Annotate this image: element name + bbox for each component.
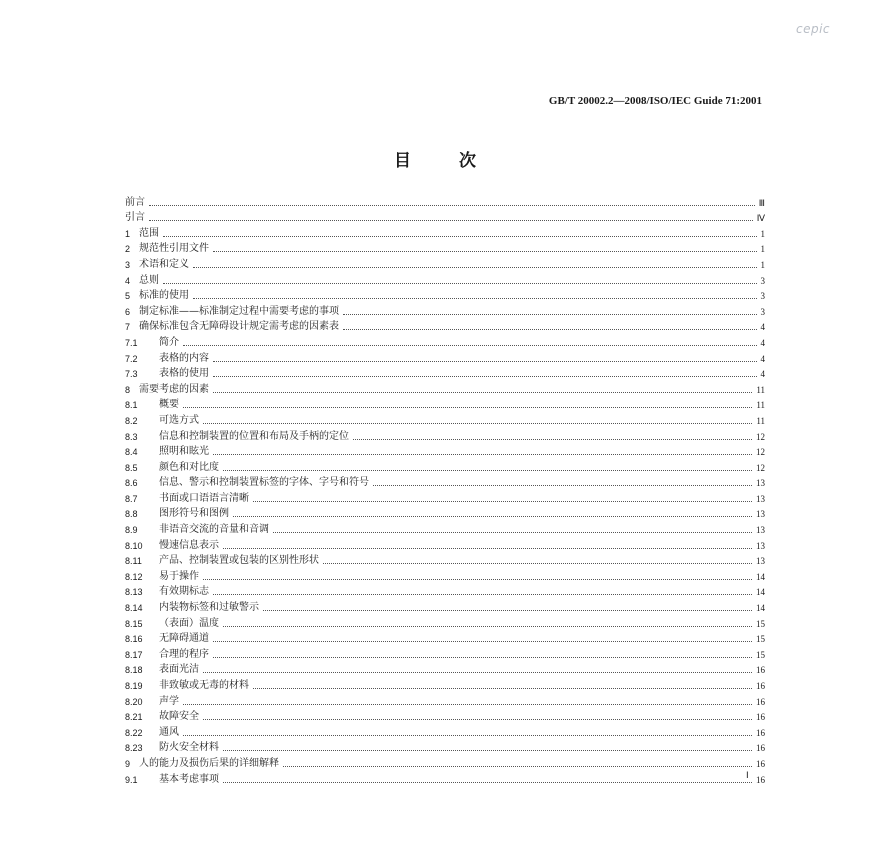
- toc-entry-number: 8.3: [125, 431, 138, 442]
- toc-entry-number: 8.4: [125, 447, 138, 458]
- toc-entry[interactable]: [125, 661, 765, 677]
- toc-entry-number: 8.2: [125, 415, 138, 426]
- dot-leader: [283, 766, 752, 767]
- toc-entry[interactable]: [125, 505, 765, 521]
- toc-entry-page: 11: [756, 415, 765, 426]
- toc-entry-number: 5: [125, 291, 131, 302]
- dot-leader: [213, 594, 752, 595]
- toc-entry-page: 13: [756, 493, 765, 504]
- toc-entry-label: 制定标准——标准制定过程中需要考虑的事项: [139, 305, 339, 317]
- toc-entry[interactable]: [125, 333, 765, 349]
- toc-entry-label: 表格的使用: [159, 368, 209, 380]
- dot-leader: [163, 236, 757, 237]
- toc-entry-number: 8.16: [125, 634, 143, 645]
- dot-leader: [203, 423, 752, 424]
- toc-entry-number: 8.19: [125, 681, 143, 691]
- toc-entry-number: 7.1: [125, 337, 138, 348]
- toc-entry[interactable]: [125, 458, 765, 474]
- toc-entry-page: 16: [756, 696, 765, 707]
- dot-leader: [203, 719, 752, 720]
- toc-entry[interactable]: [125, 302, 765, 318]
- toc-entry-number: 8.22: [125, 727, 143, 738]
- dot-leader: [373, 485, 752, 486]
- toc-entry-label: 规范性引用文件: [139, 243, 209, 255]
- toc-entry-label: 产品、控制装置或包装的区别性形状: [159, 555, 319, 567]
- toc-entry-number: 7.3: [125, 369, 138, 380]
- dot-leader: [213, 657, 752, 658]
- dot-leader: [203, 579, 752, 580]
- toc-entry-page: 13: [756, 525, 765, 536]
- table-of-contents: [125, 193, 765, 786]
- toc-entry-page: 16: [756, 681, 765, 691]
- dot-leader: [213, 454, 752, 455]
- toc-entry-page: 13: [756, 540, 765, 551]
- toc-entry[interactable]: [125, 489, 765, 505]
- toc-entry-page: 16: [756, 665, 765, 676]
- toc-entry-page: 15: [756, 618, 765, 629]
- toc-entry-number: 8.14: [125, 603, 143, 614]
- dot-leader: [223, 782, 752, 783]
- toc-entry-page: 14: [756, 571, 765, 582]
- toc-entry-label: （表面）温度: [159, 617, 219, 629]
- toc-entry-page: 4: [760, 353, 765, 364]
- toc-entry-label: 图形符号和图例: [159, 508, 229, 520]
- toc-entry-number: 8.17: [125, 649, 143, 660]
- toc-entry-page: 16: [756, 727, 765, 738]
- toc-entry[interactable]: [125, 552, 765, 568]
- toc-entry[interactable]: [125, 224, 765, 240]
- page-title: 目次: [394, 151, 524, 171]
- toc-entry-page: Ⅲ: [758, 197, 765, 208]
- dot-leader: [193, 267, 757, 268]
- toc-entry-label: 确保标准包含无障碍设计规定需考虑的因素表: [139, 321, 339, 333]
- toc-entry-label: 内装物标签和过敏警示: [159, 602, 259, 614]
- toc-entry-page: 14: [756, 587, 765, 598]
- dot-leader: [183, 735, 752, 736]
- dot-leader: [149, 205, 755, 206]
- toc-entry-page: 11: [756, 384, 765, 395]
- toc-entry-number: 8.13: [125, 587, 143, 598]
- dot-leader: [213, 376, 757, 377]
- toc-entry[interactable]: [125, 598, 765, 614]
- toc-entry-page: 13: [756, 509, 765, 520]
- dot-leader: [213, 251, 757, 252]
- toc-entry[interactable]: [125, 240, 765, 256]
- dot-leader: [193, 298, 757, 299]
- toc-entry-number: 2: [125, 244, 131, 255]
- toc-entry-page: 15: [756, 634, 765, 645]
- dot-leader: [203, 672, 752, 673]
- toc-entry[interactable]: [125, 583, 765, 599]
- toc-entry[interactable]: [125, 396, 765, 412]
- toc-entry[interactable]: [125, 380, 765, 396]
- publisher-logo: cepic: [796, 22, 831, 36]
- toc-entry-label: 有效期标志: [159, 586, 209, 598]
- toc-entry[interactable]: [125, 287, 765, 303]
- toc-entry-number: 8.9: [125, 525, 138, 536]
- toc-entry[interactable]: [125, 520, 765, 536]
- toc-entry-label: 概要: [159, 399, 179, 411]
- toc-entry-page: 3: [760, 291, 765, 302]
- dot-leader: [213, 361, 757, 362]
- toc-entry-page: 12: [756, 431, 765, 442]
- toc-entry[interactable]: [125, 614, 765, 630]
- toc-entry-page: 3: [760, 275, 765, 286]
- toc-entry-number: 8.6: [125, 478, 138, 489]
- toc-entry-number: 8.15: [125, 618, 143, 629]
- dot-leader: [223, 750, 752, 751]
- toc-entry-label: 范围: [139, 227, 159, 239]
- toc-entry[interactable]: [125, 630, 765, 646]
- toc-entry[interactable]: [125, 427, 765, 443]
- toc-entry-label: 故障安全: [159, 711, 199, 723]
- dot-leader: [163, 283, 757, 284]
- toc-entry-number: 8.18: [125, 665, 143, 676]
- toc-entry[interactable]: [125, 567, 765, 583]
- page-number: Ⅰ: [746, 770, 749, 780]
- toc-entry-number: 3: [125, 259, 131, 270]
- dot-leader: [323, 563, 752, 564]
- toc-entry-page: 14: [756, 603, 765, 614]
- toc-entry-label: 通风: [159, 726, 179, 738]
- toc-entry-label: 合理的程序: [159, 648, 209, 660]
- toc-entry-label: 表格的内容: [159, 352, 209, 364]
- toc-entry-number: 8.12: [125, 571, 143, 582]
- toc-entry-label: 标准的使用: [139, 290, 189, 302]
- toc-entry[interactable]: [125, 349, 765, 365]
- dot-leader: [253, 688, 752, 689]
- toc-entry-page: 12: [756, 462, 765, 473]
- toc-entry-label: 防火安全材料: [159, 742, 219, 754]
- toc-entry[interactable]: [125, 255, 765, 271]
- toc-entry-label: 表面光洁: [159, 664, 199, 676]
- dot-leader: [353, 439, 752, 440]
- toc-entry-label: 基本考虑事项: [159, 773, 219, 785]
- toc-entry-number: 8.10: [125, 540, 143, 551]
- dot-leader: [213, 392, 752, 393]
- toc-entry-page: 16: [756, 712, 765, 723]
- toc-entry-number: 9: [125, 758, 131, 769]
- toc-entry-label: 人的能力及损伤后果的详细解释: [139, 757, 279, 769]
- toc-entry[interactable]: [125, 271, 765, 287]
- toc-entry-page: 13: [756, 478, 765, 489]
- toc-entry-page: 15: [756, 649, 765, 660]
- dot-leader: [263, 610, 752, 611]
- toc-entry-page: 12: [756, 447, 765, 458]
- toc-entry-page: 16: [756, 743, 765, 754]
- toc-entry[interactable]: [125, 536, 765, 552]
- toc-entry-label: 术语和定义: [139, 258, 189, 270]
- toc-entry[interactable]: [125, 723, 765, 739]
- toc-entry[interactable]: [125, 365, 765, 381]
- toc-entry[interactable]: [125, 692, 765, 708]
- dot-leader: [213, 641, 752, 642]
- dot-leader: [223, 548, 752, 549]
- toc-entry-label: 颜色和对比度: [159, 461, 219, 473]
- toc-entry[interactable]: [125, 708, 765, 724]
- toc-entry-page: 13: [756, 556, 765, 567]
- toc-entry[interactable]: [125, 411, 765, 427]
- toc-entry-label: 照明和眩光: [159, 446, 209, 458]
- dot-leader: [343, 314, 757, 315]
- toc-entry[interactable]: [125, 645, 765, 661]
- toc-entry-page: Ⅳ: [756, 213, 765, 224]
- toc-entry-label: 可选方式: [159, 414, 199, 426]
- toc-entry-number: 8.1: [125, 400, 138, 411]
- toc-entry-label: 引言: [125, 212, 145, 224]
- toc-entry-page: 16: [756, 758, 765, 769]
- toc-entry[interactable]: [125, 754, 765, 770]
- toc-entry-page: 1: [760, 244, 765, 255]
- toc-entry-label: 简介: [159, 336, 179, 348]
- standard-number: GB/T 20002.2—2008/ISO/IEC Guide 71:2001: [548, 95, 762, 107]
- toc-entry-number: 8.5: [125, 462, 138, 473]
- toc-entry-label: 非语音交流的音量和音调: [159, 524, 269, 536]
- toc-entry-label: 非致敏或无毒的材料: [159, 680, 249, 691]
- toc-entry-page: 1: [760, 259, 765, 270]
- toc-entry[interactable]: [125, 676, 765, 692]
- toc-entry-page: 4: [760, 322, 765, 333]
- toc-entry-label: 易于操作: [159, 570, 199, 582]
- toc-entry-number: 8.7: [125, 493, 138, 504]
- toc-entry-number: 7: [125, 322, 131, 333]
- toc-entry[interactable]: [125, 318, 765, 334]
- toc-entry-label: 无障碍通道: [159, 633, 209, 645]
- toc-entry-number: 4: [125, 275, 131, 286]
- toc-entry-number: 7.2: [125, 353, 138, 364]
- toc-entry[interactable]: [125, 443, 765, 459]
- dot-leader: [223, 470, 752, 471]
- toc-entry-label: 信息、警示和控制装置标签的字体、字号和符号: [159, 477, 369, 489]
- toc-entry-label: 需要考虑的因素: [139, 383, 209, 395]
- toc-entry-number: 8: [125, 384, 131, 395]
- toc-entry-label: 书面或口语语言清晰: [159, 492, 249, 504]
- toc-entry-number: 8.11: [125, 556, 142, 567]
- dot-leader: [183, 407, 752, 408]
- toc-entry-page: 1: [760, 228, 765, 239]
- dot-leader: [253, 501, 752, 502]
- dot-leader: [183, 704, 752, 705]
- toc-entry-number: 8.21: [125, 712, 143, 723]
- toc-entry-label: 声学: [159, 695, 179, 707]
- toc-entry-number: 6: [125, 306, 131, 317]
- toc-entry-number: 1: [125, 228, 131, 239]
- toc-entry-page: 4: [760, 337, 765, 348]
- toc-entry-page: 16: [756, 774, 765, 785]
- toc-entry-label: 慢速信息表示: [159, 539, 219, 551]
- toc-entry-number: 8.8: [125, 509, 138, 520]
- toc-entry-page: 3: [760, 306, 765, 317]
- toc-entry-page: 11: [756, 400, 765, 411]
- toc-entry[interactable]: [125, 739, 765, 755]
- toc-entry-number: 8.20: [125, 696, 143, 707]
- dot-leader: [233, 516, 752, 517]
- dot-leader: [343, 329, 757, 330]
- toc-entry-number: 9.1: [125, 774, 138, 785]
- toc-entry[interactable]: [125, 193, 765, 209]
- toc-entry-label: 前言: [125, 196, 145, 208]
- dot-leader: [149, 220, 753, 221]
- toc-entry-label: 信息和控制装置的位置和布局及手柄的定位: [159, 430, 349, 442]
- toc-entry-page: 4: [760, 369, 765, 380]
- toc-entry-label: 总则: [139, 274, 159, 286]
- toc-entry-number: 8.23: [125, 743, 143, 754]
- toc-entry[interactable]: [125, 474, 765, 490]
- dot-leader: [273, 532, 752, 533]
- dot-leader: [183, 345, 757, 346]
- toc-entry[interactable]: [125, 770, 765, 786]
- dot-leader: [223, 626, 752, 627]
- toc-entry[interactable]: [125, 209, 765, 225]
